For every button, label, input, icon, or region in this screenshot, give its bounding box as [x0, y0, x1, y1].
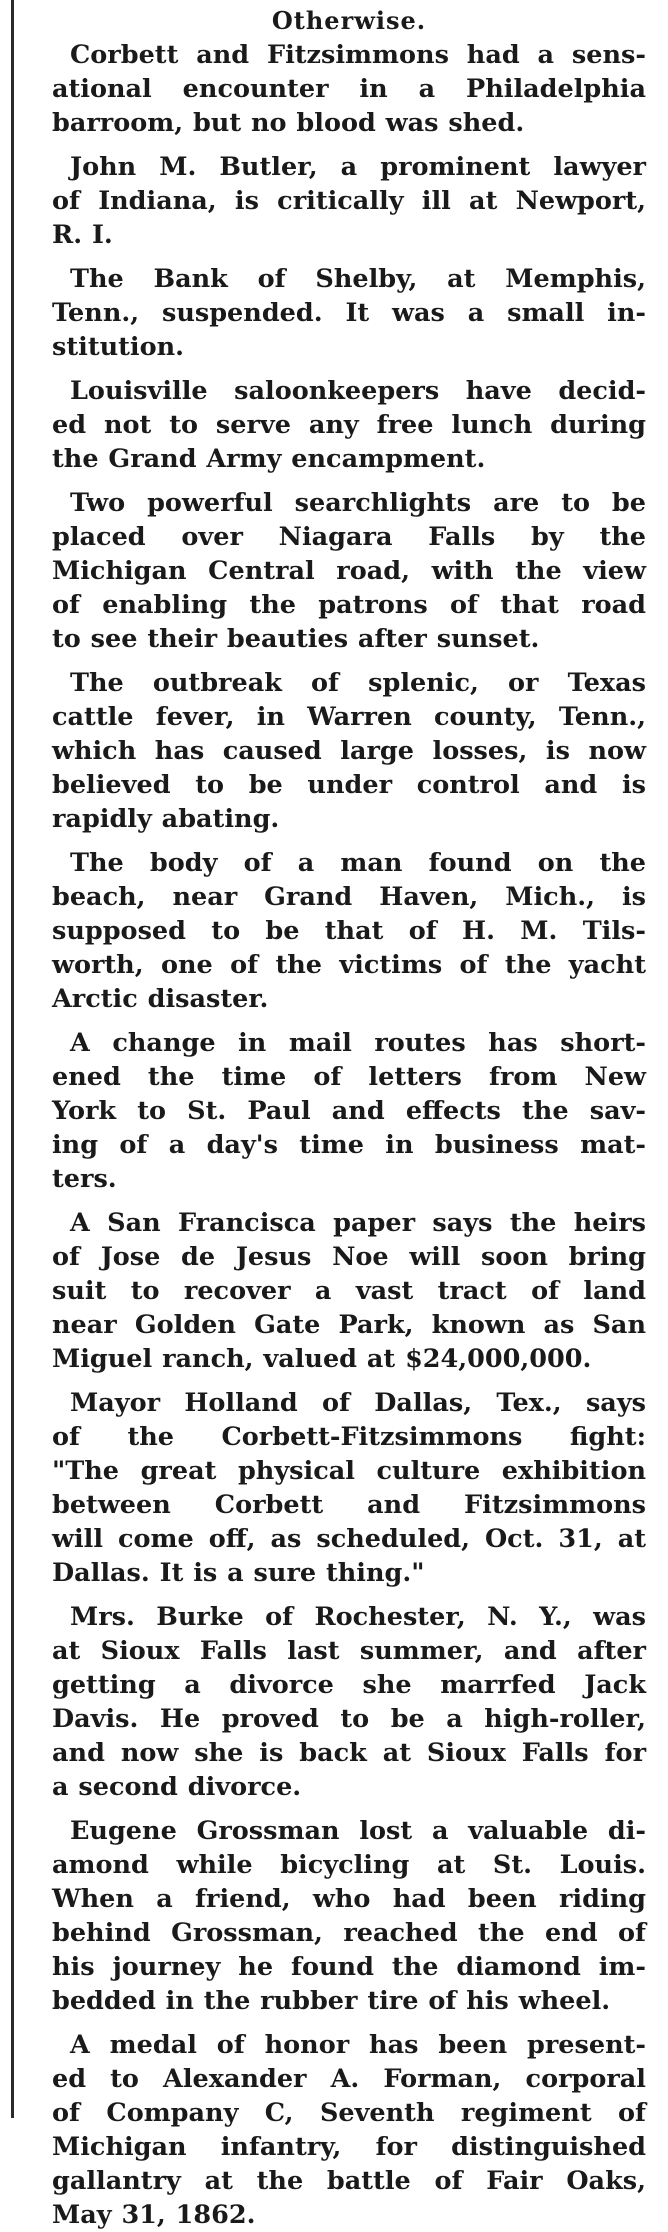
news-item-line: Michigan infantry, for distinguished [52, 2132, 646, 2162]
news-item-line: stitution. [52, 332, 185, 362]
news-item [52, 1206, 646, 1376]
news-item-line: ened the time of letters from New [52, 1062, 646, 1092]
news-item-line: and now she is back at Sioux Falls for [52, 1738, 646, 1768]
news-item-line: May 31, 1862. [52, 2200, 256, 2230]
news-item-line: a second divorce. [52, 1772, 302, 1802]
news-item-line: ational encounter in a Philadelphia [52, 74, 646, 104]
news-item-line: of Company C, Seventh regiment of [52, 2098, 646, 2128]
news-item-line: Tenn., suspended. It was a small in- [52, 298, 646, 328]
news-item-line: A San Francisca paper says the heirs [70, 1208, 646, 1238]
news-item-line: the Grand Army encampment. [52, 444, 486, 474]
column-heading: Otherwise. [271, 6, 427, 35]
news-item-line: Mrs. Burke of Rochester, N. Y., was [70, 1602, 646, 1632]
news-item [52, 2028, 646, 2232]
news-item-line: bedded in the rubber tire of his wheel. [52, 1986, 611, 2016]
news-item-line: The Bank of Shelby, at Memphis, [70, 264, 646, 294]
news-item-line: ed not to serve any free lunch during [52, 410, 646, 440]
news-item-line: behind Grossman, reached the end of [52, 1918, 646, 1948]
news-item [52, 262, 646, 364]
news-item-line: Corbett and Fitzsimmons had a sens- [70, 40, 646, 70]
news-item-line: at Sioux Falls last summer, and after [52, 1636, 646, 1666]
news-item-line: beach, near Grand Haven, Mich., is [52, 882, 646, 912]
news-item-line: A medal of honor has been present- [70, 2030, 646, 2060]
news-item-line: rapidly abating. [52, 804, 280, 834]
news-item [52, 486, 646, 656]
news-item-line: placed over Niagara Falls by the [52, 522, 646, 552]
news-item-line: Louisville saloonkeepers have decid- [70, 376, 646, 406]
news-item-line: near Golden Gate Park, known as San [52, 1310, 646, 1340]
news-item-line: Eugene Grossman lost a valuable di- [70, 1816, 646, 1846]
news-item [52, 150, 646, 252]
news-item-line: getting a divorce she marrfed Jack [52, 1670, 646, 1700]
news-item-line: Two powerful searchlights are to be [70, 488, 646, 518]
news-item-line: cattle fever, in Warren county, Tenn., [52, 702, 646, 732]
news-item-line: Miguel ranch, valued at $24,000,000. [52, 1344, 592, 1374]
news-item-line: believed to be under control and is [52, 770, 646, 800]
news-item-line: Davis. He proved to be a high-roller, [52, 1704, 646, 1734]
news-item-line: suit to recover a vast tract of land [52, 1276, 646, 1306]
news-item [52, 1386, 646, 1590]
news-item-line: which has caused large losses, is now [52, 736, 646, 766]
news-item-line: to see their beauties after sunset. [52, 624, 540, 654]
news-item-line: ters. [52, 1164, 117, 1194]
news-item [52, 1026, 646, 1196]
news-item-line: of Indiana, is critically ill at Newport, [52, 186, 646, 216]
news-item-line: between Corbett and Fitzsimmons [52, 1490, 646, 1520]
news-item-line: ing of a day's time in business mat- [52, 1130, 646, 1160]
news-item-line: of enabling the patrons of that road [52, 590, 646, 620]
news-item-line: John M. Butler, a prominent lawyer [70, 152, 646, 182]
news-items [52, 38, 646, 2232]
news-item-line: of Jose de Jesus Noe will soon bring [52, 1242, 646, 1272]
news-item-line: The body of a man found on the [70, 848, 646, 878]
news-item [52, 38, 646, 140]
news-item-line: Dallas. It is a sure thing." [52, 1558, 425, 1588]
news-item-line: of the Corbett-Fitzsimmons fight: [52, 1422, 646, 1452]
news-item-line: supposed to be that of H. M. Tils- [52, 916, 646, 946]
news-item-line: Michigan Central road, with the view [52, 556, 646, 586]
news-item-line: gallantry at the battle of Fair Oaks, [52, 2166, 646, 2196]
news-item-line: When a friend, who had been riding [52, 1884, 646, 1914]
news-item-line: Mayor Holland of Dallas, Tex., says [70, 1388, 646, 1418]
news-item-line: R. I. [52, 220, 113, 250]
news-item [52, 1814, 646, 2018]
news-item-line: A change in mail routes has short- [70, 1028, 646, 1058]
news-item-line: barroom, but no blood was shed. [52, 108, 525, 138]
news-item-line: Arctic disaster. [52, 984, 269, 1014]
news-item-line: amond while bicycling at St. Louis. [52, 1850, 646, 1880]
news-item-line: York to St. Paul and effects the sav- [52, 1096, 646, 1126]
news-item-line: his journey he found the diamond im- [52, 1952, 646, 1982]
news-item-line: The outbreak of splenic, or Texas [70, 668, 646, 698]
news-item-line: ed to Alexander A. Forman, corporal [52, 2064, 646, 2094]
news-item [52, 846, 646, 1016]
news-item-line: will come off, as scheduled, Oct. 31, at [52, 1524, 646, 1554]
news-item-line: worth, one of the victims of the yacht [52, 950, 646, 980]
news-item [52, 374, 646, 476]
news-item-line: "The great physical culture exhibition [52, 1456, 646, 1486]
news-item [52, 1600, 646, 1804]
news-item [52, 666, 646, 836]
